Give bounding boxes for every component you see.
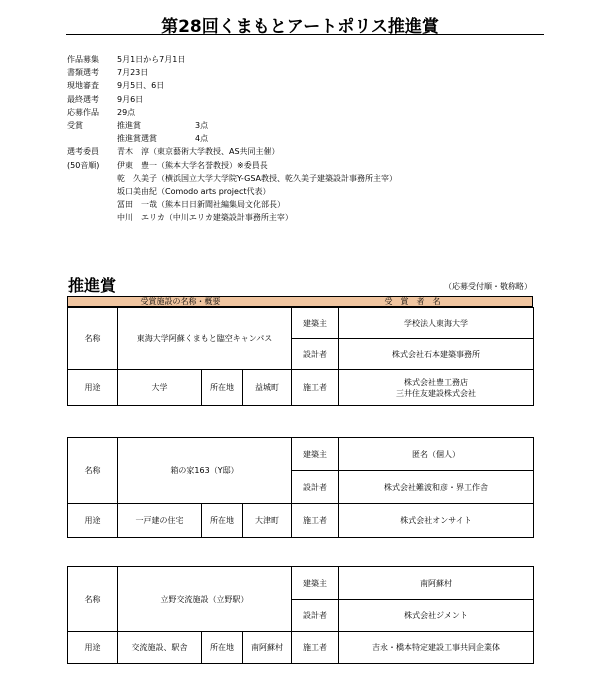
use-value: 一戸建の住宅 xyxy=(118,504,202,538)
contractor-line: 株式会社豊工務店 xyxy=(404,377,469,387)
jury-label: 選考委員 xyxy=(67,147,99,157)
header-facility: 受賞施設の名称・概要 xyxy=(140,297,221,306)
header-awardee: 受 賞 者 名 xyxy=(384,297,441,306)
architect-value: 学校法人東海大学 xyxy=(339,308,534,339)
use-label: 用途 xyxy=(68,370,118,406)
contractor-line: 三井住友建設株式会社 xyxy=(396,388,477,398)
name-label: 名称 xyxy=(68,308,118,370)
location-value: 大津町 xyxy=(243,504,292,538)
location-value: 南阿蘇村 xyxy=(243,632,292,664)
location-label: 所在地 xyxy=(202,370,243,406)
name-label: 名称 xyxy=(68,567,118,632)
contractor-label: 施工者 xyxy=(292,504,339,538)
info-label: 応募作品 xyxy=(67,107,99,117)
architect-value: 南阿蘇村 xyxy=(339,567,534,600)
info-value: 9月6日 xyxy=(117,94,144,104)
award-count: 3点 xyxy=(195,120,209,130)
section-title: 推進賞 xyxy=(68,276,117,295)
location-label: 所在地 xyxy=(202,504,243,538)
awards-label: 受賞 xyxy=(67,120,83,130)
order-note: （応募受付順・敬称略） xyxy=(444,282,532,291)
table-header xyxy=(67,296,533,307)
award-count: 4点 xyxy=(195,134,209,144)
designer-label: 設計者 xyxy=(292,471,339,504)
designer-value: 株式会社難波和彦・界工作舎 xyxy=(339,471,534,504)
jury-member: 乾 久美子（横浜国立大学大学院Y-GSA教授、乾久美子建築設計事務所主宰） xyxy=(117,173,398,183)
use-value: 大学 xyxy=(118,370,202,406)
designer-value: 株式会社ジメント xyxy=(339,600,534,632)
jury-member: 青木 淳（東京藝術大学教授、AS共同主催） xyxy=(117,147,280,157)
architect-label: 建築主 xyxy=(292,308,339,339)
contractor-value: 株式会社オンサイト xyxy=(339,504,534,538)
award-table xyxy=(67,566,534,664)
info-value: 29点 xyxy=(117,107,136,117)
use-value: 交流施設、駅舎 xyxy=(118,632,202,664)
designer-label: 設計者 xyxy=(292,600,339,632)
info-label: 書類選考 xyxy=(67,68,99,78)
use-label: 用途 xyxy=(68,504,118,538)
jury-member: 坂口美由紀（Comodo arts project代表） xyxy=(117,186,271,196)
award-table xyxy=(67,437,534,538)
designer-value: 株式会社石本建築事務所 xyxy=(339,339,534,370)
title-underline xyxy=(66,34,544,35)
info-value: 7月23日 xyxy=(117,68,149,78)
info-value: 5月1日から7月1日 xyxy=(117,55,186,64)
award-name: 推進賞選賞 xyxy=(117,134,157,144)
contractor-value xyxy=(339,370,534,406)
contractor-value: 吉永・橋本特定建設工事共同企業体 xyxy=(339,632,534,664)
jury-sub-label: (50音順) xyxy=(67,160,100,170)
location-label: 所在地 xyxy=(202,632,243,664)
info-label: 最終選考 xyxy=(67,94,99,104)
jury-member: 冨田 一哉（熊本日日新聞社編集局文化部長） xyxy=(117,200,285,210)
architect-value: 匿名（個人） xyxy=(339,438,534,471)
info-label: 現地審査 xyxy=(67,81,99,91)
info-value: 9月5日、6日 xyxy=(117,81,165,91)
use-label: 用途 xyxy=(68,632,118,664)
award-table xyxy=(67,307,534,406)
facility-name: 箱の家163（Y邸） xyxy=(118,438,292,504)
contractor-label: 施工者 xyxy=(292,370,339,406)
designer-label: 設計者 xyxy=(292,339,339,370)
architect-label: 建築主 xyxy=(292,567,339,600)
location-value: 益城町 xyxy=(243,370,292,406)
facility-name: 立野交流施設（立野駅） xyxy=(118,567,292,632)
facility-name: 東海大学阿蘇くまもと臨空キャンパス xyxy=(118,308,292,370)
name-label: 名称 xyxy=(68,438,118,504)
award-name: 推進賞 xyxy=(117,120,141,130)
contractor-label: 施工者 xyxy=(292,632,339,664)
page-title: 第28回くまもとアートポリス推進賞 xyxy=(161,17,439,37)
jury-member: 中川 エリカ（中川エリカ建築設計事務所主宰） xyxy=(117,213,293,223)
info-label: 作品募集 xyxy=(67,55,99,64)
architect-label: 建築主 xyxy=(292,438,339,471)
jury-member: 伊東 豊一（熊本大学名誉教授）※委員長 xyxy=(117,160,268,170)
